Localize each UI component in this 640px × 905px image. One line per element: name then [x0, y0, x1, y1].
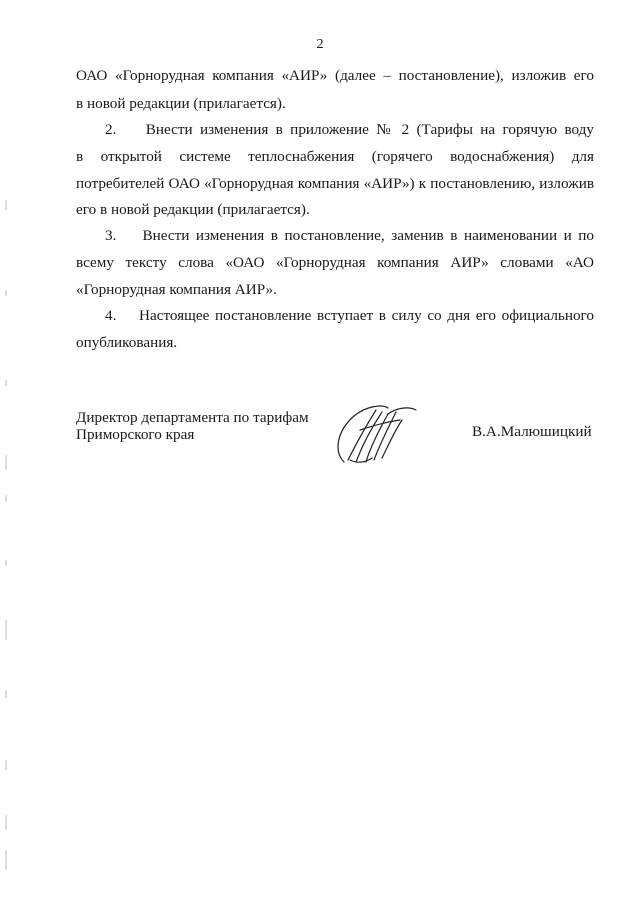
paragraph-2-line-1: 2. Внести изменения в приложение № 2 (Тарифы на горячую воду: [105, 121, 594, 138]
paragraph-2-line-4: его в новой редакции (прилагается).: [76, 201, 310, 218]
paragraph-3-line-1: 3. Внести изменения в постановление, заменив в наименовании и по: [105, 227, 594, 244]
paragraph-1-line-2: в новой редакции (прилагается).: [76, 95, 286, 112]
paragraph-4-line-2: опубликования.: [76, 334, 178, 351]
paragraph-2-line-2: в открытой системе теплоснабжения (горячего водоснабжения) для: [76, 148, 594, 165]
signatory-name: В.А.Малюшицкий: [472, 423, 592, 440]
scan-margin-marks: [5, 0, 9, 905]
paragraph-4-line-1: 4. Настоящее постановление вступает в силу со дня его официального: [105, 307, 594, 324]
paragraph-3-line-3: «Горнорудная компания АИР».: [76, 281, 277, 298]
paragraph-2-line-3: потребителей ОАО «Горнорудная компания «АИР») к постановлению, изложив: [76, 175, 594, 192]
paragraph-1-line-1: ОАО «Горнорудная компания «АИР» (далее – постановление), изложив его: [76, 67, 594, 84]
signatory-title-line-1: Директор департамента по тарифам: [76, 409, 309, 426]
handwritten-signature-icon: [326, 400, 422, 470]
paragraph-3-line-2: всему тексту слова «ОАО «Горнорудная компания АИР» словами «АО: [76, 254, 594, 271]
page-number: 2: [316, 37, 324, 52]
signatory-title-line-2: Приморского края: [76, 426, 195, 443]
